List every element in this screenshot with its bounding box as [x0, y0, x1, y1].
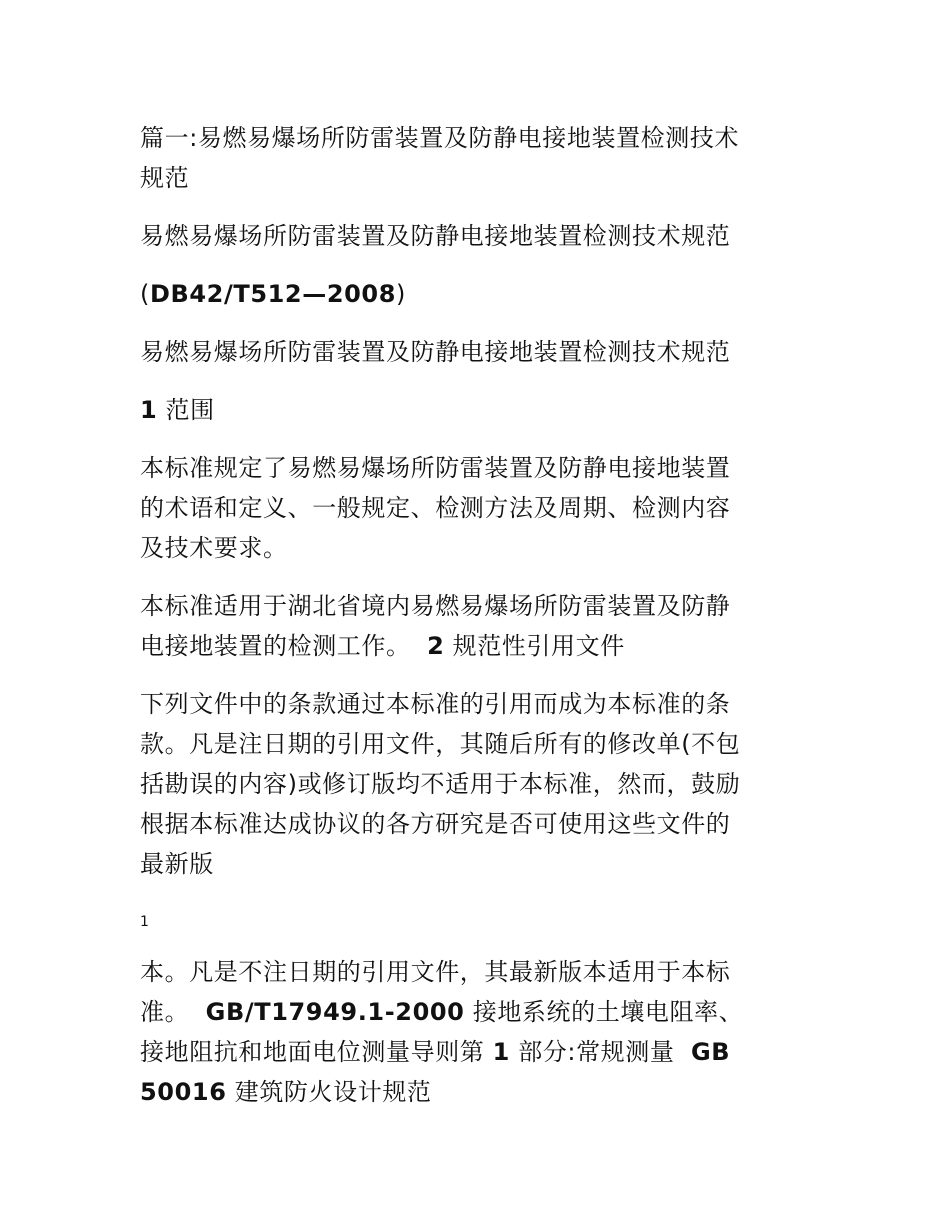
- reference-1-title-c: 部分:常规测量: [518, 1038, 675, 1066]
- paragraph-line: 的术语和定义、一般规定、检测方法及周期、检测内容: [140, 494, 731, 522]
- reference-2-code-b: 50016: [140, 1078, 227, 1106]
- paragraph-line: 括勘误的内容)或修订版均不适用于本标准，然而，鼓励: [140, 770, 741, 798]
- document-heading: [140, 118, 820, 198]
- reference-1-title-b: 接地阻抗和地面电位测量导则第: [140, 1038, 485, 1066]
- section-2-title: 规范性引用文件: [452, 632, 625, 660]
- heading-line-2: 规范: [140, 164, 190, 192]
- paragraph-references: [140, 684, 820, 884]
- reference-2-title: 建筑防火设计规范: [234, 1078, 432, 1106]
- standard-title: 易燃易爆场所防雷装置及防静电接地装置检测技术规范: [140, 222, 731, 250]
- code-open-paren: (: [140, 280, 150, 308]
- section-2-number: 2: [427, 632, 445, 660]
- reference-2-code-a: GB: [690, 1038, 731, 1066]
- paragraph-scope: [140, 448, 820, 568]
- paragraph-line: 电接地装置的检测工作。: [140, 632, 411, 660]
- page-number: 1: [140, 914, 149, 930]
- paragraph-line: 本。凡是不注日期的引用文件，其最新版本适用于本标: [140, 958, 731, 986]
- reference-1-code: GB/T17949.1-2000: [205, 998, 465, 1026]
- section-1-heading: [140, 390, 820, 430]
- section-1-number: 1: [140, 396, 158, 424]
- paragraph-references-continued: [140, 952, 820, 1112]
- paragraph-line: 最新版: [140, 850, 214, 878]
- standard-title-repeat: 易燃易爆场所防雷装置及防静电接地装置检测技术规范: [140, 338, 731, 366]
- code-close-paren: ): [396, 280, 406, 308]
- paragraph-line: 准。: [140, 998, 190, 1026]
- paragraph-line: 及技术要求。: [140, 534, 288, 562]
- paragraph-line: 下列文件中的条款通过本标准的引用而成为本标准的条: [140, 690, 731, 718]
- standard-code: [140, 274, 820, 314]
- code-text: DB42/T512—2008: [149, 280, 397, 308]
- heading-line-1: 篇一:易燃易爆场所防雷装置及防静电接地装置检测技术: [140, 124, 740, 152]
- reference-1-title-a: 接地系统的土壤电阻率、: [472, 998, 744, 1026]
- section-1-title: 范围: [165, 396, 215, 424]
- paragraph-line: 本标准适用于湖北省境内易燃易爆场所防雷装置及防静: [140, 592, 731, 620]
- reference-1-part-number: 1: [492, 1038, 510, 1066]
- paragraph-line: 本标准规定了易燃易爆场所防雷装置及防静电接地装置: [140, 454, 731, 482]
- paragraph-applicability: [140, 586, 820, 666]
- paragraph-line: 款。凡是注日期的引用文件，其随后所有的修改单(不包: [140, 730, 741, 758]
- paragraph-line: 根据本标准达成协议的各方研究是否可使用这些文件的: [140, 810, 731, 838]
- document-page: [140, 118, 820, 1112]
